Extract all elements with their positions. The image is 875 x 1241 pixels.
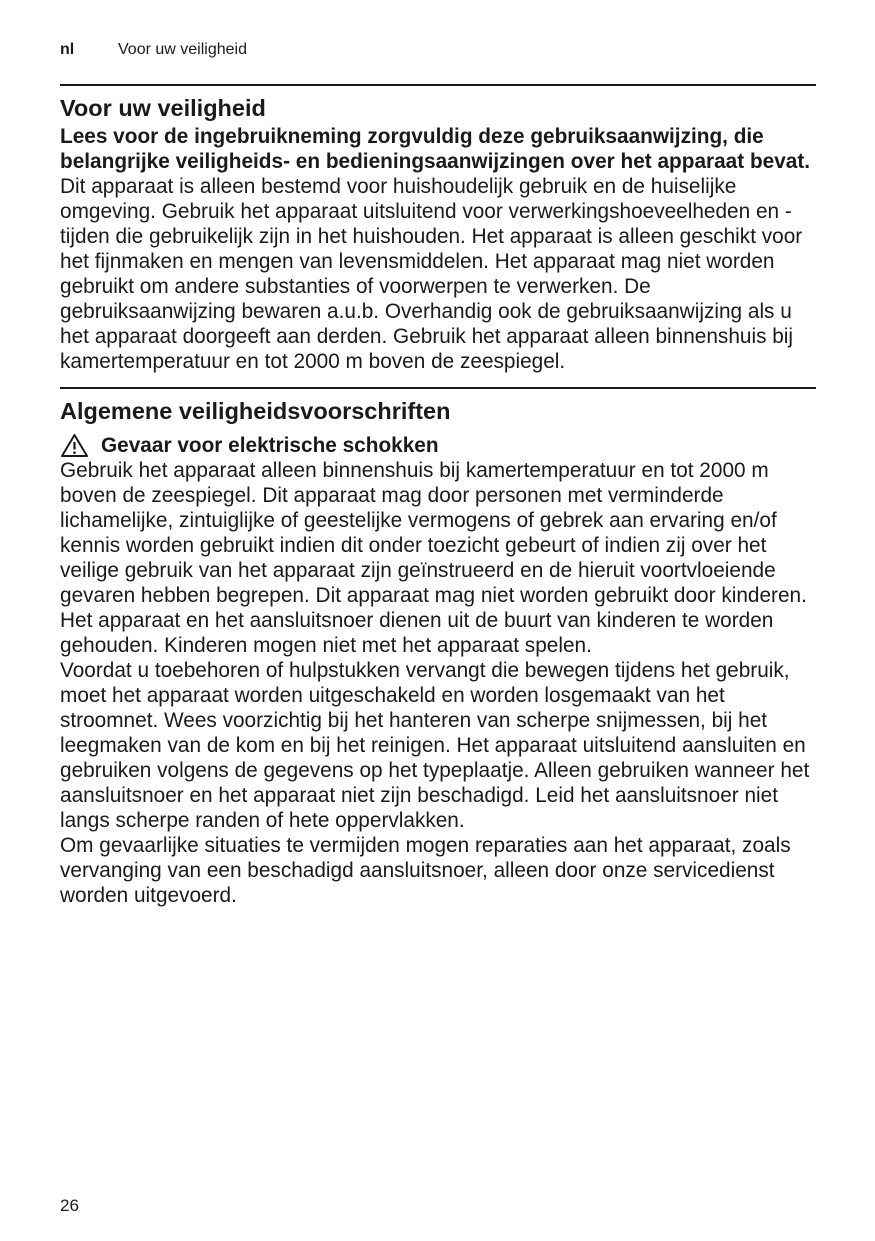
safety-paragraph: Voordat u toebehoren of hulpstukken vervangt die bewegen tijdens het gebruik, moet het apparaat worden uitgeschakeld en worden losgemaakt van het stroomnet. Wees voorzichtig bij het hanteren van scherpe snijmessen, bij het leegmaken van de kom en bij het reinigen. Het apparaat uitsluitend aansluiten en gebruiken volgens de gegevens op het typeplaatje. Alleen gebruiken wanneer het aansluitsnoer en het apparaat niet zijn beschadigd. Leid het aansluitsnoer niet langs scherpe randen of hete oppervlakken. — [60, 659, 810, 832]
language-code: nl — [60, 41, 75, 58]
page-content — [60, 84, 816, 908]
warning-heading — [60, 433, 816, 458]
safety-paragraph: Gebruik het apparaat alleen binnenshuis bij kamertemperatuur en tot 2000 m boven de zeespiegel. Dit apparaat mag door personen met verminderde lichamelijke, zintuiglijke of geestelijke vermogens of gebrek aan ervaring en/of kennis worden gebruikt indien dit onder toezicht gebeurt of indien zij over het veilige gebruik van het apparaat zijn geïnstrueerd en de hieruit voortvloeiende gevaren hebben begrepen. Dit apparaat mag niet worden gebruikt door kinderen. Het apparaat en het aansluitsnoer dienen uit de buurt van kinderen te worden gehouden. Kinderen mogen niet met het apparaat spelen. — [60, 459, 807, 657]
section-divider — [60, 84, 816, 86]
warning-triangle-icon — [60, 433, 89, 458]
section-title-safety: Voor uw veiligheid — [60, 95, 266, 121]
safety-intro-body: Dit apparaat is alleen bestemd voor huishoudelijk gebruik en de huiselijke omgeving. Gebruik het apparaat uitsluitend voor verwerkingshoeveelheden en -tijden die gebruikelijk zijn in het huishouden. Het apparaat is alleen geschikt voor het fijnmaken en mengen van levensmiddelen. Het apparaat mag niet worden gebruikt om andere substanties of voorwerpen te verwerken. De gebruiksaanwijzing bewaren a.u.b. Overhandig ook de gebruiksaanwijzing als u het apparaat doorgeeft aan derden. Gebruik het apparaat alleen binnenshuis bij kamertemperatuur en tot 2000 m boven de zeespiegel. — [60, 175, 803, 373]
header-section-title: Voor uw veiligheid — [118, 41, 247, 58]
safety-intro-bold: Lees voor de ingebruikneming zorgvuldig deze gebruiksaanwijzing, die belangrijke veiligheids- en bedieningsaanwijzingen over het apparaat bevat. — [60, 125, 811, 173]
section-divider — [60, 387, 816, 389]
running-header — [60, 40, 247, 60]
safety-paragraph: Om gevaarlijke situaties te vermijden mogen reparaties aan het apparaat, zoals vervanging van een beschadigd aansluitsnoer, alleen door onze servicedienst worden uitgevoerd. — [60, 834, 791, 907]
section-title-general: Algemene veiligheidsvoorschriften — [60, 398, 451, 424]
warning-title: Gevaar voor elektrische schokken — [101, 434, 439, 457]
general-safety-section — [60, 387, 816, 908]
page-number: 26 — [60, 1196, 79, 1215]
